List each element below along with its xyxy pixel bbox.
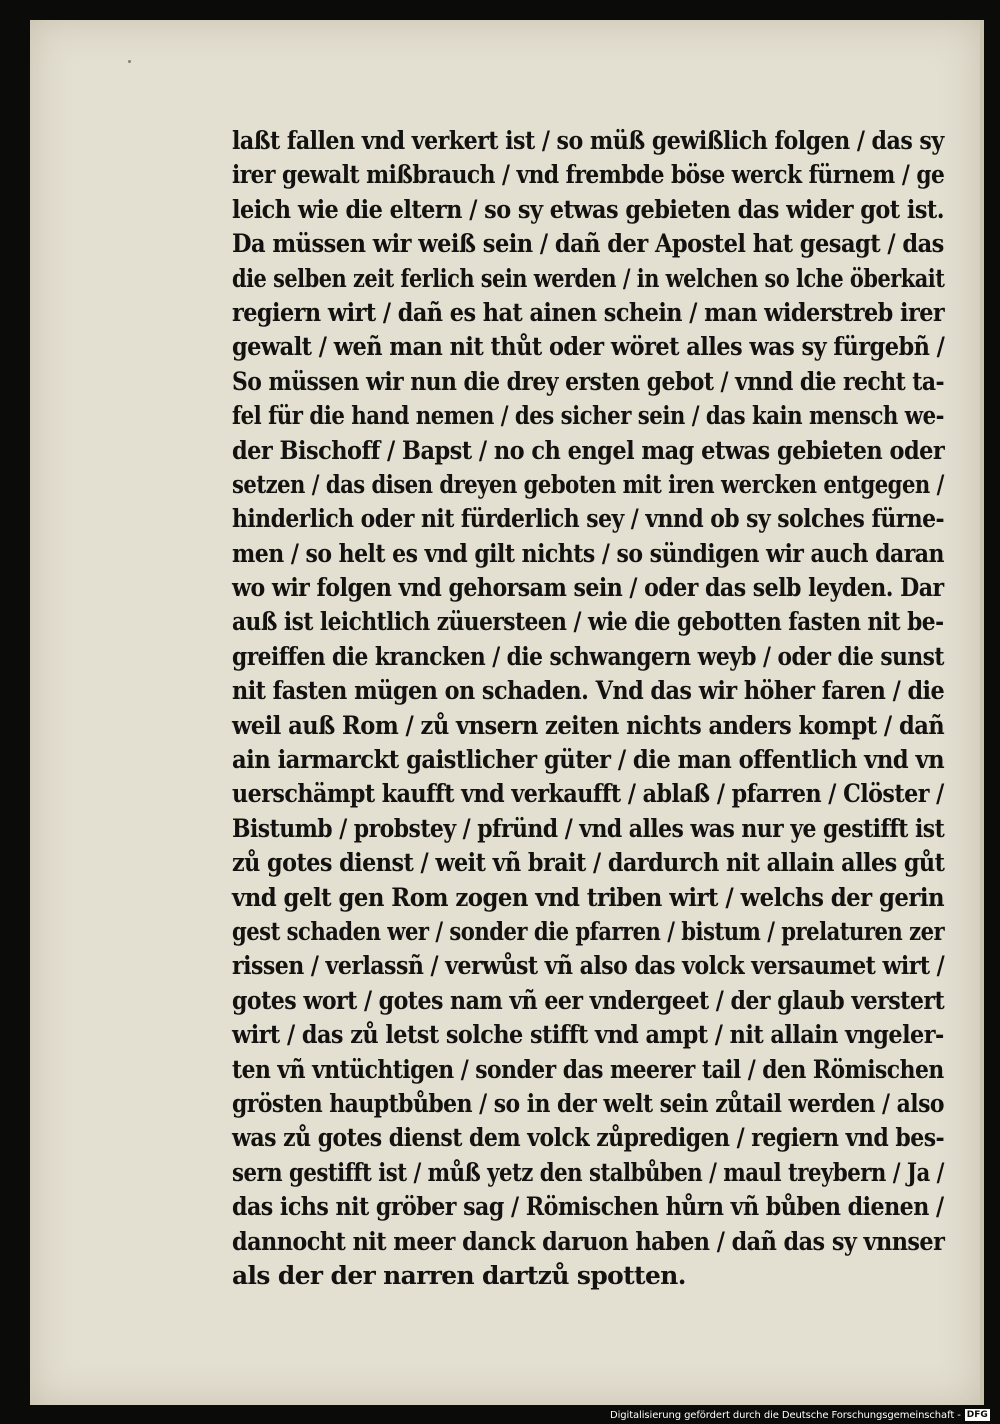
text-line: irer gewalt mißbrauch / vnd frembde böse werck fürnem / ge bbox=[232, 160, 945, 190]
text-line: als der der narren dartzů spotten. bbox=[232, 1260, 686, 1290]
page-text-block bbox=[232, 124, 947, 1293]
text-line: ain iarmarckt gaistlicher güter / die man offentlich vnd vn bbox=[232, 745, 945, 775]
text-line: auß ist leichtlich züuersteen / wie die gebotten fasten nit be- bbox=[232, 607, 944, 637]
text-line: hinderlich oder nit fürderlich sey / vnnd ob sy solches fürne- bbox=[232, 504, 945, 534]
text-line: leich wie die eltern / so sy etwas gebieten das wider got ist. bbox=[232, 194, 945, 224]
text-line: das ichs nit gröber sag / Römischen hůrn vñ bůben dienen / bbox=[232, 1192, 944, 1222]
text-line: wo wir folgen vnd gehorsam sein / oder das selb leyden. Dar bbox=[232, 573, 944, 603]
text-line: uerschämpt kaufft vnd verkaufft / ablaß / pfarren / Clöster / bbox=[232, 779, 944, 809]
text-line: die selben zeit ferlich sein werden / in welchen so lche öberkait bbox=[232, 263, 945, 293]
text-line: zů gotes dienst / weit vñ brait / dardurch nit allain alles gůt bbox=[232, 848, 945, 878]
paper-speck bbox=[128, 60, 131, 63]
text-line: gest schaden wer / sonder die pfarren / bistum / prelaturen zer bbox=[232, 916, 945, 946]
text-line: was zů gotes dienst dem volck zůpredigen / regiern vnd bes- bbox=[232, 1123, 945, 1153]
credit-text: Digitalisierung gefördert durch die Deutsche Forschungsgemeinschaft - bbox=[610, 1409, 961, 1421]
text-line: fel für die hand nemen / des sicher sein / das kain mensch we- bbox=[232, 401, 944, 431]
text-line: ten vñ vntüchtigen / sonder das meerer tail / den Römischen bbox=[232, 1054, 944, 1084]
text-line: weil auß Rom / zů vnsern zeiten nichts anders kompt / dañ bbox=[232, 710, 945, 740]
digitization-credit bbox=[610, 1407, 990, 1423]
text-line: laßt fallen vnd verkert ist / so müß gewißlich folgen / das sy bbox=[232, 126, 944, 155]
text-line: men / so helt es vnd gilt nichts / so sündigen wir auch daran bbox=[232, 538, 945, 568]
text-line: So müssen wir nun die drey ersten gebot / vnnd die recht ta- bbox=[232, 366, 945, 396]
text-line: grösten hauptbůben / so in der welt sein zůtail werden / also bbox=[232, 1088, 945, 1118]
text-line: der Bischoff / Bapst / no ch engel mag etwas gebieten oder bbox=[232, 435, 945, 465]
text-line: regiern wirt / dañ es hat ainen schein / man widerstreb irer bbox=[232, 297, 945, 327]
dfg-logo: DFG bbox=[966, 1410, 988, 1420]
text-line: greiffen die krancken / die schwangern weyb / oder die sunst bbox=[232, 641, 944, 671]
text-line: rissen / verlassñ / verwůst vñ also das volck versaumet wirt / bbox=[232, 951, 945, 981]
text-line: wirt / das zů letst solche stifft vnd ampt / nit allain vngeler- bbox=[232, 1020, 944, 1050]
text-line: vnd gelt gen Rom zogen vnd triben wirt / welchs der gerin bbox=[232, 882, 945, 912]
text-line: setzen / das disen dreyen geboten mit iren wercken entgegen / bbox=[232, 469, 944, 499]
text-line: sern gestifft ist / můß yetz den stalbůben / maul treybern / Ja / bbox=[232, 1157, 944, 1187]
text-line: Bistumb / probstey / pfründ / vnd alles was nur ye gestifft ist bbox=[232, 813, 945, 843]
text-line: dannocht nit meer danck daruon haben / dañ das sy vnnser bbox=[232, 1226, 945, 1256]
text-line: gewalt / weñ man nit thůt oder wöret alles was sy fürgebñ / bbox=[232, 332, 945, 362]
text-line: gotes wort / gotes nam vñ eer vndergeet / der glaub verstert bbox=[232, 985, 945, 1015]
text-line: Da müssen wir weiß sein / dañ der Apostel hat gesagt / das bbox=[232, 229, 944, 259]
text-line: nit fasten mügen on schaden. Vnd das wir höher faren / die bbox=[232, 676, 945, 706]
